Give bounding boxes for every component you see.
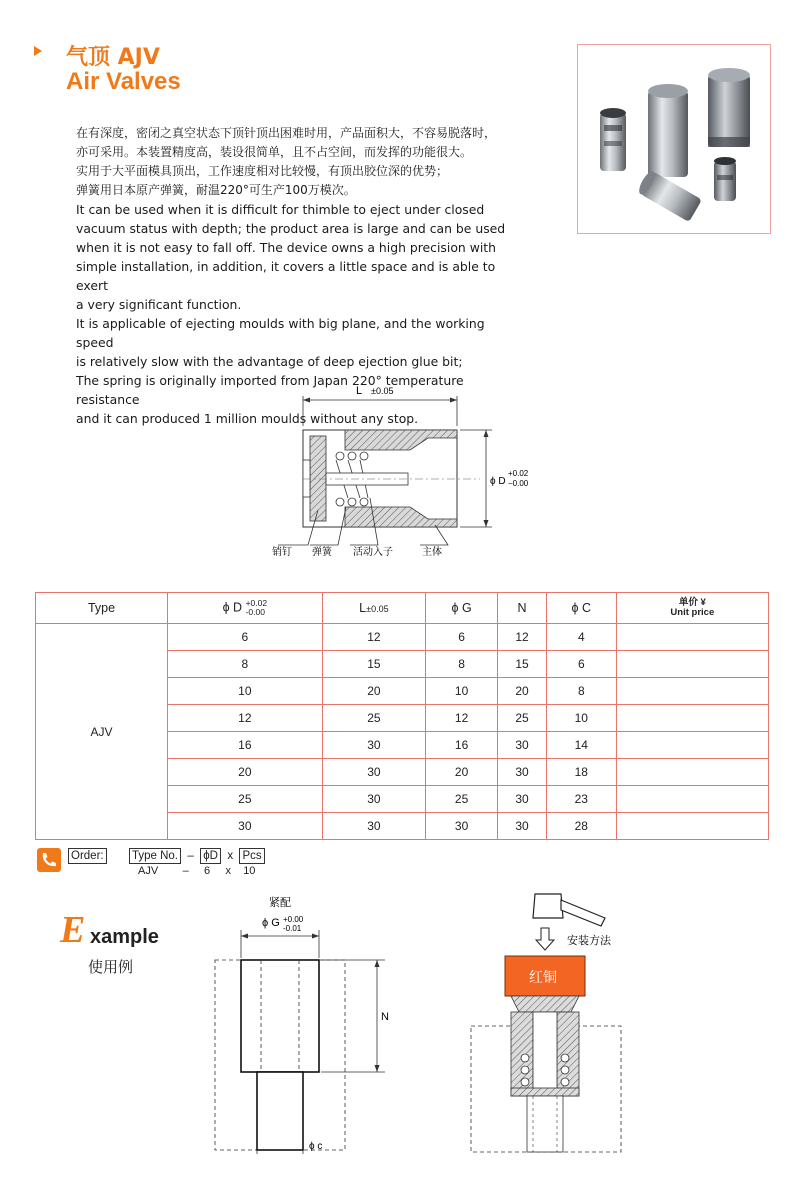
cell-c: 6 xyxy=(546,651,616,678)
example-heading-cn: 使用例 xyxy=(88,958,134,976)
air-valve-parts-image xyxy=(578,45,770,233)
desc-line: a very significant function. xyxy=(76,297,242,312)
cell-d: 6 xyxy=(168,624,323,651)
desc-line: The spring is originally imported from Japan 220° temperature resistance xyxy=(76,373,464,407)
order-dash: – xyxy=(187,850,194,862)
col-header-c: ϕ C xyxy=(546,593,616,624)
col-header-l-tol: ±0.05 xyxy=(366,604,389,614)
cell-l: 12 xyxy=(322,624,425,651)
cell-g: 25 xyxy=(426,786,498,813)
desc-line: is relatively slow with the advantage of deep ejection glue bit; xyxy=(76,354,463,369)
desc-line: 亦可采用。本装置精度高，装设很简单，且不占空间，而发挥的功能很大。 xyxy=(76,145,473,159)
price-header-en: Unit price xyxy=(670,607,715,618)
order-pcs: Pcs xyxy=(239,848,264,864)
cell-n: 30 xyxy=(498,759,547,786)
desc-line: vacuum status with depth; the product area is large and can be used xyxy=(76,221,506,236)
table-row xyxy=(36,624,769,651)
cell-l: 30 xyxy=(322,813,425,840)
cell-price xyxy=(616,759,768,786)
order-example-type: AJV xyxy=(138,865,159,877)
cell-c: 23 xyxy=(546,786,616,813)
fit-label: 紧配 xyxy=(269,896,291,909)
cell-price xyxy=(616,678,768,705)
desc-line: simple installation, in addition, it covers a little space and is able to exert xyxy=(76,259,496,293)
title-bullet-icon xyxy=(34,46,42,56)
order-label: Order: xyxy=(68,848,107,864)
cell-c: 4 xyxy=(546,624,616,651)
col-header-price xyxy=(616,593,768,624)
col-header-d xyxy=(168,593,323,624)
col-header-d-tol-upper: +0.02 xyxy=(245,598,268,608)
cell-l: 25 xyxy=(322,705,425,732)
cell-d: 8 xyxy=(168,651,323,678)
cell-n: 30 xyxy=(498,732,547,759)
cell-g: 30 xyxy=(426,813,498,840)
cell-c: 10 xyxy=(546,705,616,732)
fit-n-label: N xyxy=(381,1011,389,1023)
cell-d: 25 xyxy=(168,786,323,813)
cell-l: 15 xyxy=(322,651,425,678)
example-heading-rest: xample xyxy=(90,926,159,948)
diameter-tol-lower: −0.00 xyxy=(508,479,529,488)
fit-g-tol-lower: -0.01 xyxy=(283,924,302,933)
diameter-tol-upper: +0.02 xyxy=(508,469,529,478)
cell-d: 16 xyxy=(168,732,323,759)
callout-spring: 弹簧 xyxy=(312,547,332,558)
order-format xyxy=(68,848,265,877)
cell-l: 20 xyxy=(322,678,425,705)
cell-d: 30 xyxy=(168,813,323,840)
col-header-l-label: L xyxy=(359,601,367,615)
callout-body: 主体 xyxy=(422,547,442,558)
cell-price xyxy=(616,732,768,759)
order-example-pcs: 10 xyxy=(243,865,256,877)
table-header-row xyxy=(36,593,769,624)
callout-pin: 销钉 xyxy=(272,547,292,558)
length-tolerance: ±0.05 xyxy=(371,386,394,396)
price-header-cn: 单价 ¥ xyxy=(678,597,706,608)
order-type-no: Type No. xyxy=(129,848,181,864)
desc-line: when it is not easy to fall off. The device owns a high precision with xyxy=(76,240,496,255)
desc-line: 实用于大平面模具顶出，工作速度相对比较慢，有顶出胶位深的优势； xyxy=(76,164,449,178)
order-x: x xyxy=(227,850,234,862)
cell-g: 20 xyxy=(426,759,498,786)
cell-n: 20 xyxy=(498,678,547,705)
fit-example-drawing xyxy=(205,888,395,1160)
fit-c-label: ϕ c xyxy=(309,1141,323,1152)
order-example-d: 6 xyxy=(204,865,211,877)
cell-l: 30 xyxy=(322,786,425,813)
cell-g: 8 xyxy=(426,651,498,678)
install-label: 安装方法 xyxy=(567,934,611,947)
desc-line: It is applicable of ejecting moulds with big plane, and the working speed xyxy=(76,316,485,350)
desc-line: 弹簧用日本原产弹簧，耐温220°可生产100万模次。 xyxy=(76,183,356,197)
cell-l: 30 xyxy=(322,759,425,786)
cell-d: 20 xyxy=(168,759,323,786)
example-heading-letter: E xyxy=(60,909,86,951)
cell-price xyxy=(616,651,768,678)
cell-l: 30 xyxy=(322,732,425,759)
cell-d: 12 xyxy=(168,705,323,732)
product-photo xyxy=(577,44,771,234)
type-value-cell: AJV xyxy=(36,624,168,840)
col-header-n: N xyxy=(498,593,547,624)
col-header-g: ϕ G xyxy=(426,593,498,624)
fit-g-label: ϕ G xyxy=(262,917,280,929)
cell-c: 28 xyxy=(546,813,616,840)
desc-line: 在有深度，密闭之真空状态下顶针顶出困难时用，产品面积大，不容易脱落时， xyxy=(76,126,497,140)
cell-c: 18 xyxy=(546,759,616,786)
callout-insert: 活动入子 xyxy=(353,547,393,558)
phone-order-icon xyxy=(36,847,62,873)
cell-c: 14 xyxy=(546,732,616,759)
desc-line: It can be used when it is difficult for thimble to eject under closed xyxy=(76,202,485,217)
cell-price xyxy=(616,705,768,732)
fit-g-tol-upper: +0.00 xyxy=(283,915,304,924)
hammer-icon xyxy=(533,894,605,926)
page-title-cn: 气顶 AJV xyxy=(66,45,160,70)
cell-price xyxy=(616,786,768,813)
cross-section-drawing xyxy=(250,380,550,560)
col-header-type: Type xyxy=(36,593,168,624)
cell-d: 10 xyxy=(168,678,323,705)
spec-table xyxy=(35,592,769,840)
cell-c: 8 xyxy=(546,678,616,705)
cell-g: 16 xyxy=(426,732,498,759)
cell-n: 30 xyxy=(498,786,547,813)
cell-n: 25 xyxy=(498,705,547,732)
cell-g: 12 xyxy=(426,705,498,732)
cell-price xyxy=(616,813,768,840)
cell-g: 6 xyxy=(426,624,498,651)
order-d: ϕD xyxy=(200,848,221,864)
page-title-en: Air Valves xyxy=(66,68,181,95)
down-arrow-icon xyxy=(536,928,554,950)
diameter-label: ϕ D xyxy=(490,476,506,487)
desc-line: and it can produced 1 million moulds without any stop. xyxy=(76,411,419,426)
cell-n: 15 xyxy=(498,651,547,678)
order-example-x: x xyxy=(225,865,231,877)
order-example-dash: – xyxy=(182,865,189,877)
cell-n: 12 xyxy=(498,624,547,651)
col-header-d-tol-lower: -0.00 xyxy=(245,607,265,617)
copper-label: 红铜 xyxy=(529,970,557,986)
cell-price xyxy=(616,624,768,651)
cell-g: 10 xyxy=(426,678,498,705)
length-label: L xyxy=(356,385,363,397)
installation-drawing xyxy=(465,888,635,1160)
col-header-d-label: ϕ D xyxy=(222,600,243,615)
cell-n: 30 xyxy=(498,813,547,840)
col-header-l xyxy=(322,593,425,624)
